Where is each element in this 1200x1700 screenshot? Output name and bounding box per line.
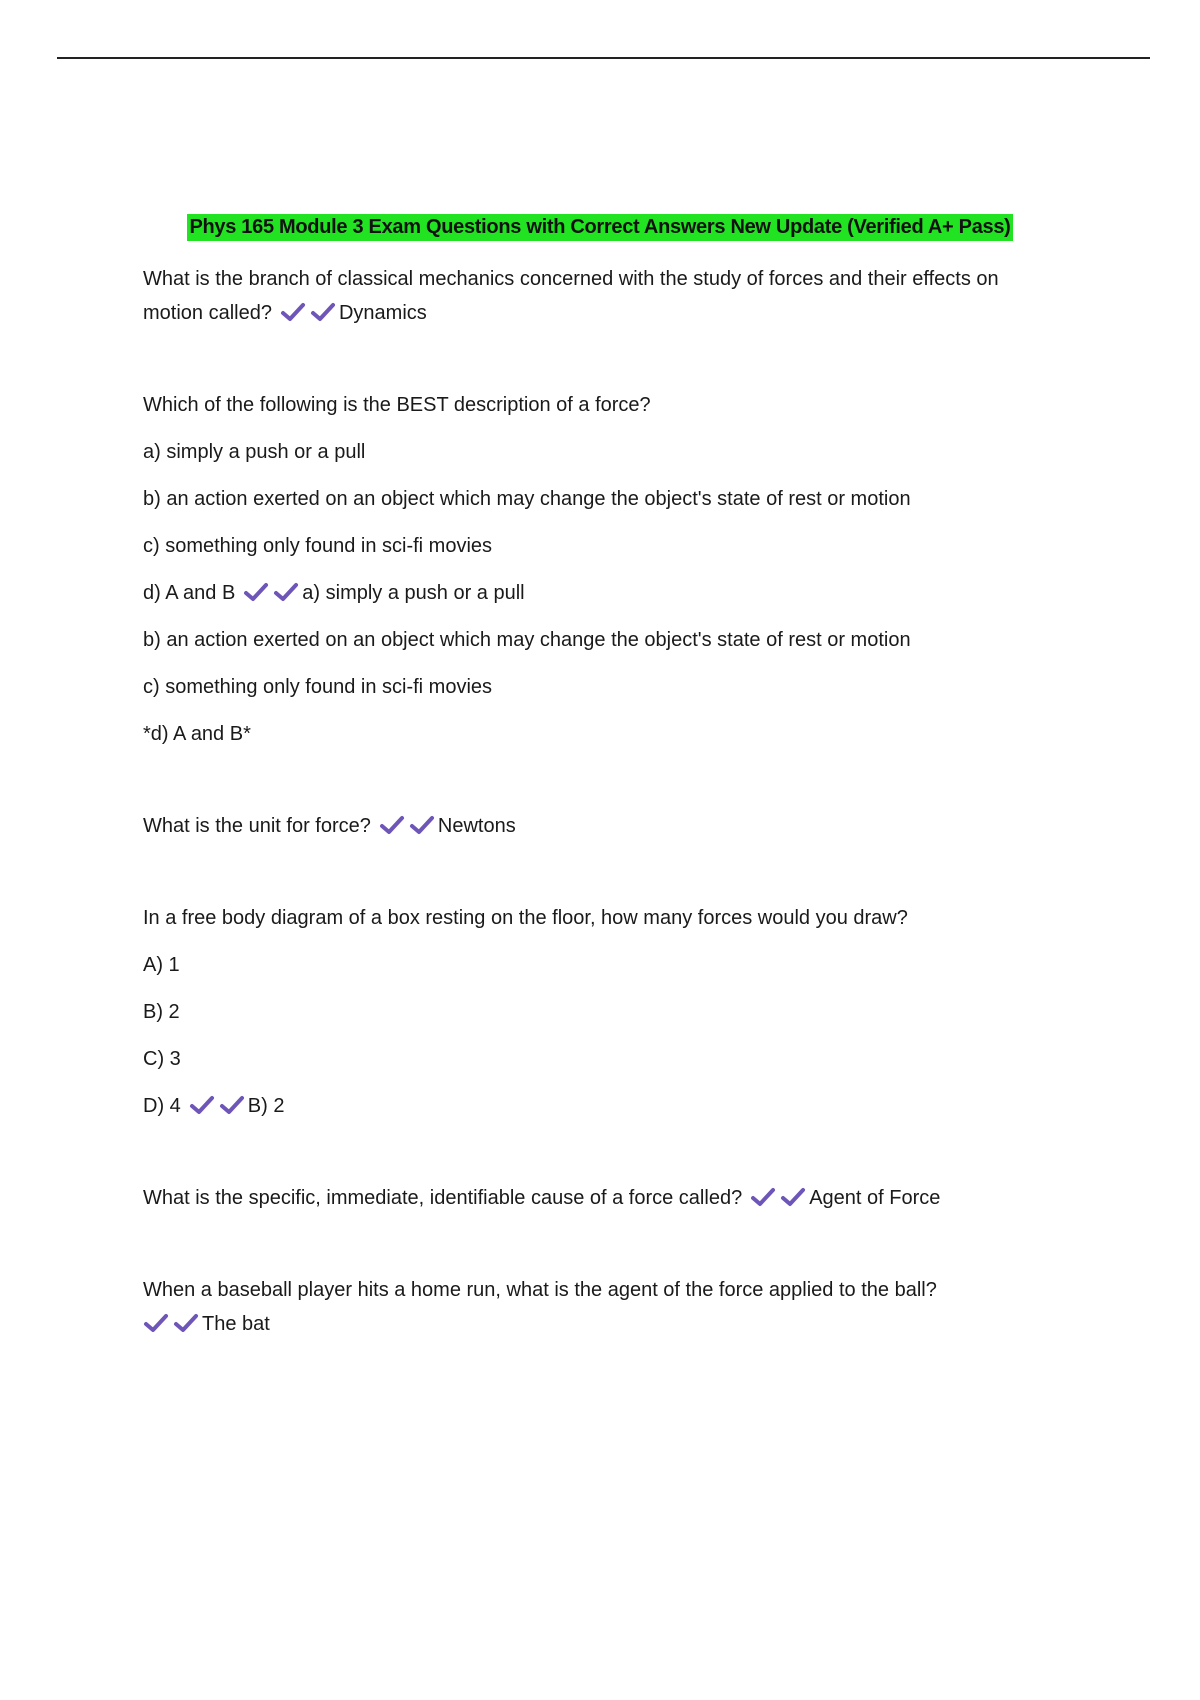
title-block xyxy=(0,214,1200,241)
check-icon xyxy=(243,582,269,602)
question-4-option-d xyxy=(143,1089,1063,1123)
question-2-answer-c: c) something only found in sci-fi movies xyxy=(143,676,493,698)
question-6-answer-line xyxy=(143,1307,1063,1341)
question-5-text: What is the specific, immediate, identifiable cause of a force called? xyxy=(143,1187,743,1209)
question-2-option-d xyxy=(143,576,1063,610)
question-3-text: What is the unit for force? xyxy=(143,815,371,837)
question-5 xyxy=(143,1181,1063,1215)
question-2-text: Which of the following is the BEST description of a force? xyxy=(143,394,651,416)
question-3-answer: Newtons xyxy=(437,815,516,837)
question-2-answer-a: a) simply a push or a pull xyxy=(302,582,525,604)
question-4-option-c: C) 3 xyxy=(143,1048,181,1070)
question-1 xyxy=(143,262,1053,330)
question-2-option-d-label: d) A and B xyxy=(143,582,236,604)
check-icon xyxy=(379,815,405,835)
check-icon xyxy=(173,1313,199,1333)
check-icon xyxy=(780,1187,806,1207)
check-icon xyxy=(310,302,336,322)
question-5-answer: Agent of Force xyxy=(809,1187,941,1209)
question-2-option-a: a) simply a push or a pull xyxy=(143,441,366,463)
check-icon xyxy=(189,1095,215,1115)
question-1-text: What is the branch of classical mechanics concerned with the study of forces and their effects on motion called? xyxy=(143,268,999,324)
question-2-answer-b: b) an action exerted on an object which may change the object's state of rest or motion xyxy=(143,629,911,651)
check-icon xyxy=(750,1187,776,1207)
check-icon xyxy=(273,582,299,602)
check-icon xyxy=(409,815,435,835)
question-2-option-b: b) an action exerted on an object which may change the object's state of rest or motion xyxy=(143,488,911,510)
question-4-option-a: A) 1 xyxy=(143,954,180,976)
question-4-answer: B) 2 xyxy=(247,1095,285,1117)
check-icon xyxy=(219,1095,245,1115)
document-title: Phys 165 Module 3 Exam Questions with Correct Answers New Update (Verified A+ Pass) xyxy=(187,214,1012,241)
question-6-text: When a baseball player hits a home run, what is the agent of the force applied to the ball? xyxy=(143,1279,937,1301)
question-6-answer: The bat xyxy=(202,1313,270,1335)
question-4-option-b: B) 2 xyxy=(143,1001,180,1023)
question-4-text: In a free body diagram of a box resting on the floor, how many forces would you draw? xyxy=(143,907,908,929)
question-2-option-c: c) something only found in sci-fi movies xyxy=(143,535,493,557)
question-1-answer: Dynamics xyxy=(338,302,427,324)
questions-body xyxy=(143,262,1063,1341)
check-icon xyxy=(280,302,306,322)
check-icon xyxy=(143,1313,169,1333)
question-4-option-d-label: D) 4 xyxy=(143,1095,181,1117)
question-2-answer-d: *d) A and B* xyxy=(143,723,251,745)
question-3 xyxy=(143,809,1063,843)
header-rule xyxy=(57,57,1150,59)
